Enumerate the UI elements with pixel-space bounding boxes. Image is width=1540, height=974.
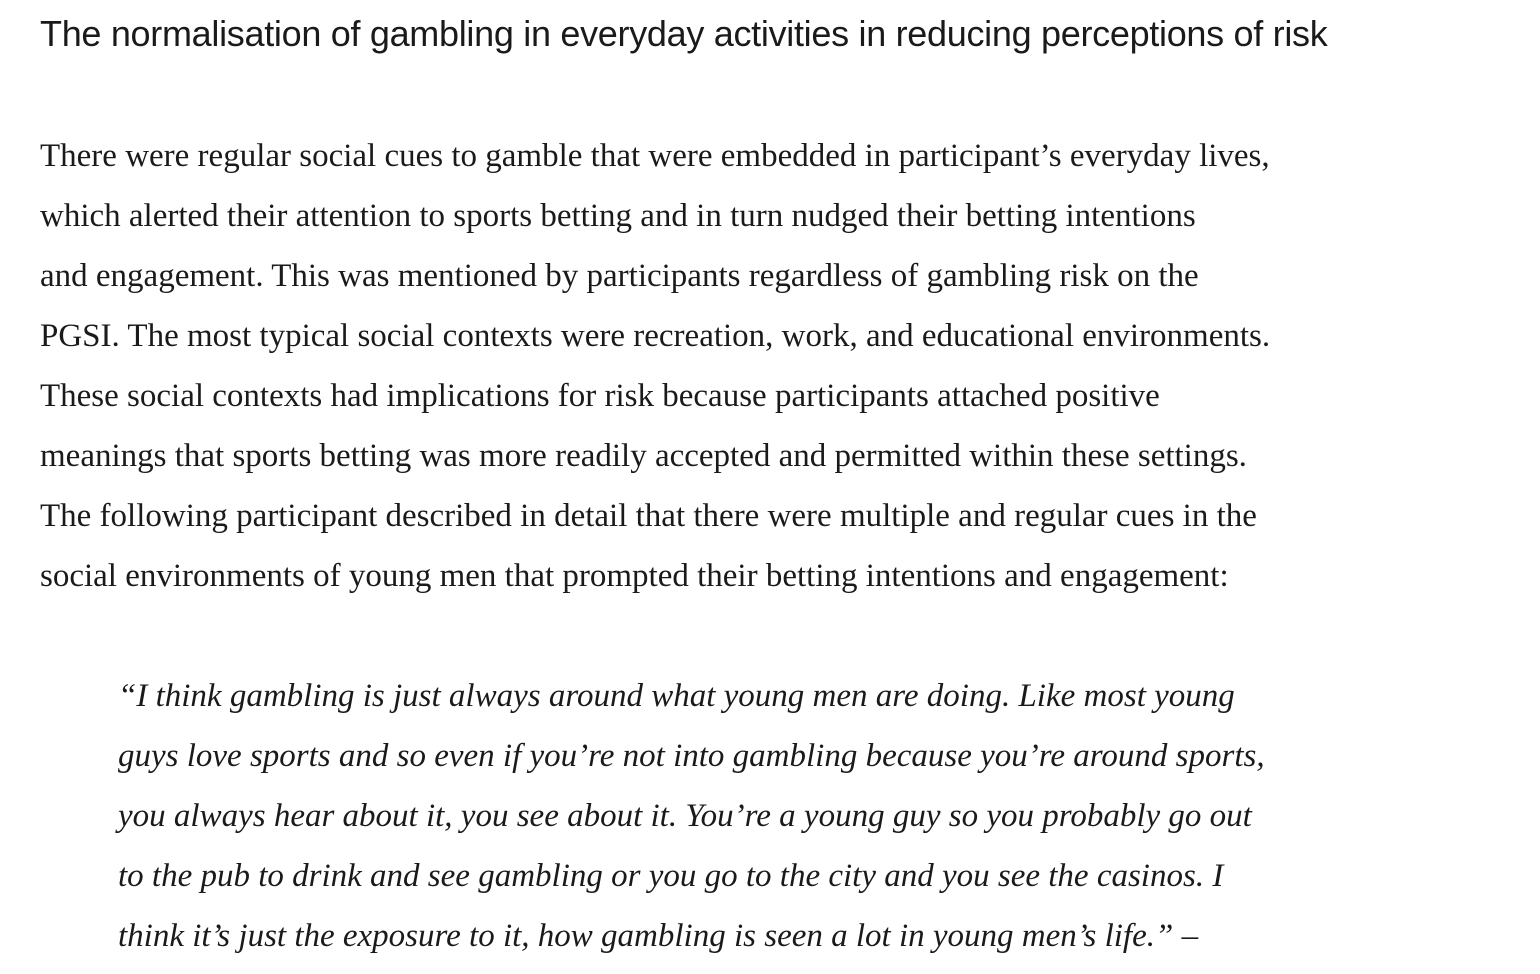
- paragraph-line: social environments of young men that prompted their betting intentions and engagement:: [40, 558, 1229, 594]
- participant-quote: [118, 666, 1498, 966]
- paragraph-line: meanings that sports betting was more readily accepted and permitted within these settings.: [40, 438, 1247, 474]
- paragraph-line: and engagement. This was mentioned by participants regardless of gambling risk on the: [40, 258, 1199, 294]
- paragraph-line: There were regular social cues to gamble that were embedded in participant’s everyday lives,: [40, 138, 1270, 174]
- body-paragraph: [40, 126, 1520, 606]
- quote-line: to the pub to drink and see gambling or you go to the city and you see the casinos. I: [118, 858, 1224, 894]
- section-heading: The normalisation of gambling in everyday activities in reducing perceptions of risk: [40, 13, 1328, 54]
- quote-line: guys love sports and so even if you’re not into gambling because you’re around sports,: [118, 738, 1265, 774]
- quote-line: you always hear about it, you see about it. You’re a young guy so you probably go out: [118, 798, 1252, 834]
- paragraph-line: which alerted their attention to sports betting and in turn nudged their betting intentions: [40, 198, 1196, 234]
- paragraph-line: The following participant described in detail that there were multiple and regular cues in the: [40, 498, 1257, 534]
- quote-line: “I think gambling is just always around what young men are doing. Like most young: [118, 678, 1235, 714]
- paragraph-line: These social contexts had implications for risk because participants attached positive: [40, 378, 1160, 414]
- quote-line: think it’s just the exposure to it, how gambling is seen a lot in young men’s life.” –: [118, 918, 1199, 954]
- paragraph-line: PGSI. The most typical social contexts were recreation, work, and educational environments.: [40, 318, 1271, 354]
